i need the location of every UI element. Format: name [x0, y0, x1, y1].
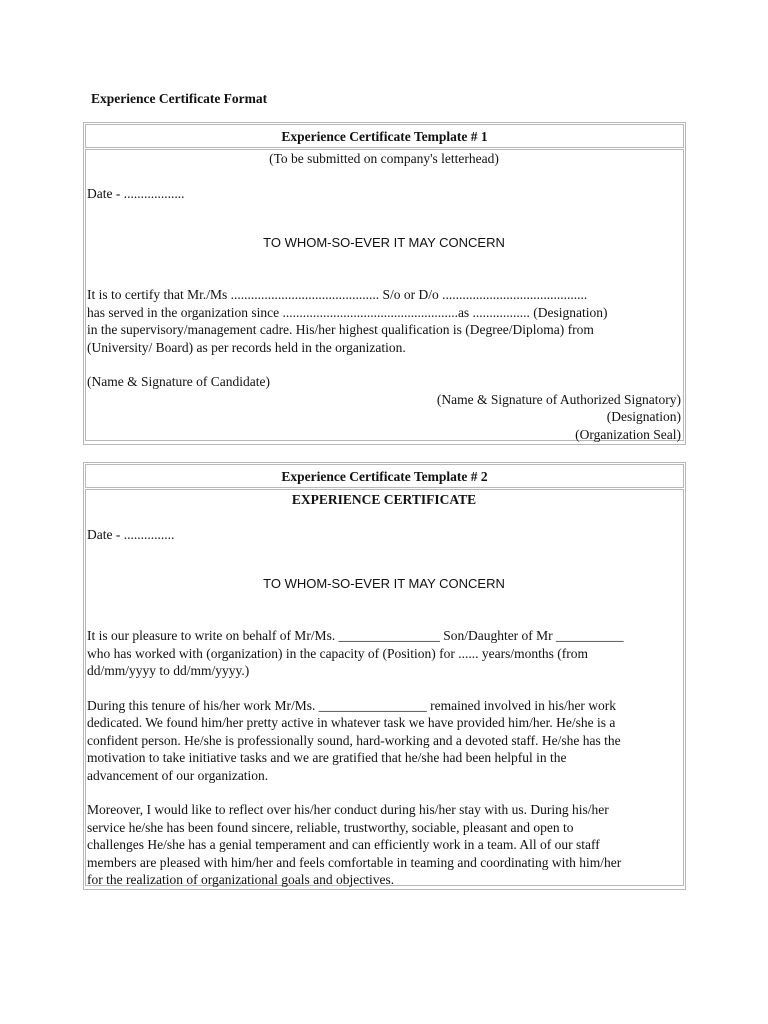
salutation: TO WHOM-SO-EVER IT MAY CONCERN — [263, 575, 505, 591]
organization-seal: (Organization Seal) — [575, 426, 681, 442]
certificate-line: has served in the organization since ....................................................as ................. (Designation) — [87, 304, 608, 320]
authorized-signature: (Name & Signature of Authorized Signatory) — [436, 391, 681, 407]
paragraph-line: motivation to take initiative tasks and we are gratified that he/she had been helpful in the — [87, 750, 567, 766]
date-line: Date - ............... — [87, 526, 175, 542]
paragraph-line: It is our pleasure to write on behalf of Mr/Ms. _______________ Son/Daughter of Mr __________ — [87, 628, 624, 644]
paragraph-line: dedicated. We found him/her pretty active in whatever task we have provided him/her. He/she is a — [87, 715, 616, 731]
paragraph-line: Moreover, I would like to reflect over his/her conduct during his/her stay with us. During his/her — [87, 802, 609, 818]
date-line: Date - .................. — [87, 185, 185, 201]
salutation: TO WHOM-SO-EVER IT MAY CONCERN — [263, 234, 505, 250]
page-title: Experience Certificate Format — [91, 91, 268, 106]
paragraph-line: members are pleased with him/her and feels comfortable in teaming and coordinating with him/her — [87, 854, 622, 870]
paragraph-line: who has worked with (organization) in the capacity of (Position) for ...... years/months (from — [87, 645, 589, 661]
paragraph-line: During this tenure of his/her work Mr/Ms. ________________ remained involved in his/her work — [87, 698, 617, 713]
template-1-table — [83, 122, 686, 445]
paragraph-line: challenges He/she has a genial temperament and can efficiently work in a team. All of our staff — [87, 837, 600, 853]
template-1-body — [85, 149, 684, 441]
certificate-title: EXPERIENCE CERTIFICATE — [291, 492, 477, 507]
candidate-signature: (Name & Signature of Candidate) — [87, 374, 270, 390]
paragraph-line: confident person. He/she is professionally sound, hard-working and a devoted staff. He/she has the — [87, 732, 621, 748]
certificate-line: in the supervisory/management cadre. His/her highest qualification is (Degree/Diploma) from — [87, 322, 594, 338]
letterhead-note: (To be submitted on company's letterhead) — [269, 151, 499, 166]
paragraph-line: advancement of our organization. — [87, 767, 269, 783]
template-2-table — [83, 462, 686, 890]
paragraph-line: service he/she has been found sincere, reliable, trustworthy, sociable, pleasant and open to — [87, 819, 574, 835]
paragraph-line: for the realization of organizational goals and objectives. — [87, 872, 395, 888]
template-1-heading: Experience Certificate Template # 1 — [85, 124, 684, 148]
paragraph-line: dd/mm/yyyy to dd/mm/yyyy.) — [87, 663, 250, 679]
template-2-heading: Experience Certificate Template # 2 — [85, 464, 684, 488]
certificate-line: It is to certify that Mr./Ms ............................................ S/o or D/o ........................................... — [87, 287, 588, 303]
designation: (Designation) — [606, 409, 681, 425]
template-2-body — [85, 489, 684, 886]
certificate-line: (University/ Board) as per records held in the organization. — [87, 339, 406, 355]
